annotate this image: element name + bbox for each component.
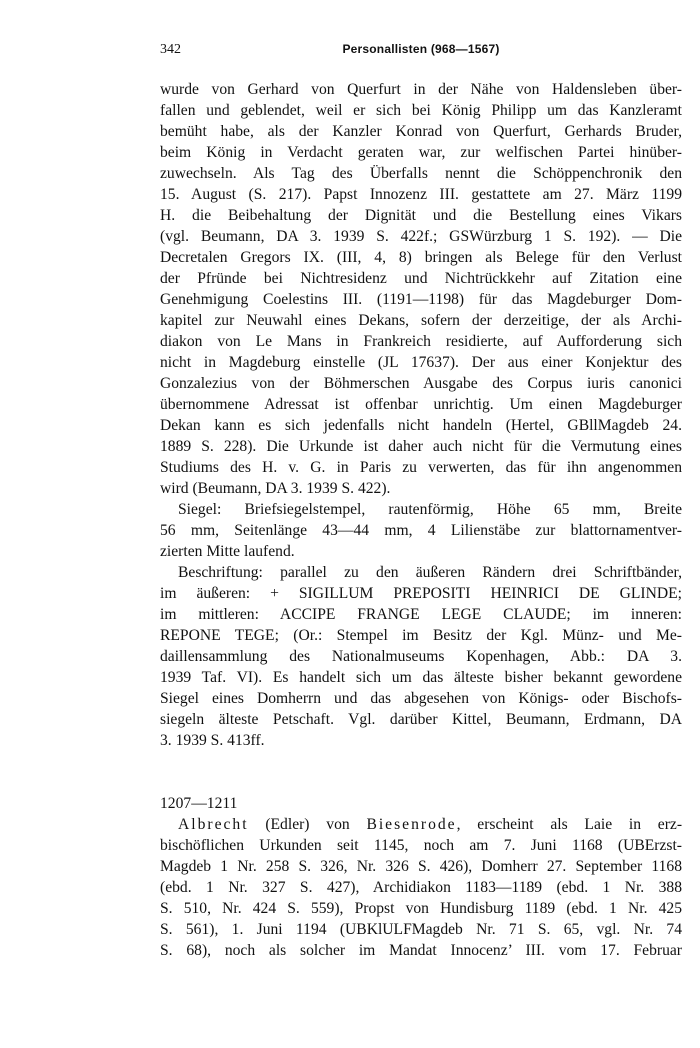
text-line: fallen und geblendet, weil er sich bei König Philipp um das Kanzleramt — [160, 102, 682, 119]
text-line: bemüht habe, als der Kanzler Konrad von Querfurt, Gerhards Bruder, — [160, 123, 682, 140]
inscription-paragraph — [160, 562, 682, 751]
body-text — [160, 79, 682, 961]
text-line: REPONE TEGE; (Or.: Stempel im Besitz der Kgl. Münz- und Me- — [160, 627, 682, 644]
text-line: Studiums des H. v. G. in Paris zu verwerten, das für ihn angenommen — [160, 459, 682, 476]
running-head — [160, 42, 682, 64]
entry-heading-line — [160, 814, 682, 835]
heading-line-rest: , erscheint als Laie in erz- — [456, 816, 683, 833]
text-line: im mittleren: ACCIPE FRANGE LEGE CLAUDE; im inneren: — [160, 606, 682, 623]
text-line: Beschriftung: parallel zu den äußeren Rändern drei Schriftbänder, — [178, 564, 682, 581]
text-line: H. die Beibehaltung der Dignität und die Bestellung eines Vikars — [160, 207, 682, 224]
text-line: Dekan kann es sich jedenfalls nicht handeln (Hertel, GBllMagdeb 24. — [160, 417, 682, 434]
header-title: Personallisten (968—1567) — [342, 42, 500, 56]
entry-paragraph — [160, 79, 682, 499]
text-line: siegeln älteste Petschaft. Vgl. darüber Kittel, Beumann, Erdmann, DA — [160, 711, 682, 728]
section-gap — [160, 751, 682, 793]
text-line: 1889 S. 228). Die Urkunde ist daher auch nicht für die Vermutung eines — [160, 438, 682, 455]
text-line: Gonzalezius von der Böhmerschen Ausgabe des Corpus iuris canonici — [160, 375, 682, 392]
text-line: Magdeb 1 Nr. 258 S. 326, Nr. 326 S. 426), Domherr 27. September 1168 — [160, 858, 682, 875]
text-line: zuwechseln. Als Tag des Überfalls nennt die Schöppenchronik den — [160, 165, 682, 182]
text-line: nicht in Magdeburg einstelle (JL 17637). Der aus einer Konjektur des — [160, 354, 682, 371]
text-line: 1939 Taf. VI). Es handelt sich um das älteste bisher bekannt gewordene — [160, 669, 682, 686]
person-title: (Edler) von — [265, 816, 350, 833]
next-entry — [160, 793, 682, 961]
text-line: daillensammlung des Nationalmuseums Kopenhagen, Abb.: DA 3. — [160, 648, 682, 665]
text-line: Siegel eines Domherrn und das abgesehen von Königs- oder Bischofs- — [160, 690, 682, 707]
person-name: Albrecht — [178, 816, 249, 833]
text-line: Decretalen Gregors IX. (III, 4, 8) bringen als Belege für den Verlust — [160, 249, 682, 266]
text-line: der Pfründe bei Nichtresidenz und Nichtrückkehr auf Zitation eine — [160, 270, 682, 287]
entry-years: 1207—1211 — [160, 795, 238, 812]
text-line: 15. August (S. 217). Papst Innozenz III. gestattete am 27. März 1199 — [160, 186, 682, 203]
text-line: kapitel zur Neuwahl eines Dekans, sofern der derzeitige, der als Archi- — [160, 312, 682, 329]
text-line: übernommene Adressat ist offenbar unrichtig. Um einen Magdeburger — [160, 396, 682, 413]
text-line: S. 510, Nr. 424 S. 559), Propst von Hundisburg 1189 (ebd. 1 Nr. 425 — [160, 900, 682, 917]
text-line: Genehmigung Coelestins III. (1191—1198) für das Magdeburger Dom- — [160, 291, 682, 308]
seal-paragraph — [160, 499, 682, 562]
text-line: zierten Mitte laufend. — [160, 543, 295, 560]
text-line: wurde von Gerhard von Querfurt in der Nähe von Haldensleben über- — [160, 81, 682, 98]
text-line: 56 mm, Seitenlänge 43—44 mm, 4 Lilienstäbe zur blattornamentver- — [160, 522, 682, 539]
page-number: 342 — [160, 42, 181, 57]
text-line: S. 561), 1. Juni 1194 (UBKlULFMagdeb Nr. 71 S. 65, vgl. Nr. 74 — [160, 921, 682, 938]
text-line: (vgl. Beumann, DA 3. 1939 S. 422f.; GSWürzburg 1 S. 192). — Die — [160, 228, 682, 245]
text-line: Siegel: Briefsiegelstempel, rautenförmig, Höhe 65 mm, Breite — [178, 501, 682, 518]
text-line: 3. 1939 S. 413ff. — [160, 732, 265, 749]
text-line: wird (Beumann, DA 3. 1939 S. 422). — [160, 480, 391, 497]
text-line: im äußeren: + SIGILLUM PREPOSITI HEINRICI DE GLINDE; — [160, 585, 682, 602]
text-line: beim König in Verdacht geraten war, zur welfischen Partei hinüber- — [160, 144, 682, 161]
text-line: diakon von Le Mans in Frankreich residierte, auf Aufforderung sich — [160, 333, 682, 350]
text-line: bischöflichen Urkunden seit 1145, noch am 7. Juni 1168 (UBErzst- — [160, 837, 682, 854]
person-place: Biesenrode — [366, 816, 457, 833]
text-line: (ebd. 1 Nr. 327 S. 427), Archidiakon 1183—1189 (ebd. 1 Nr. 388 — [160, 879, 682, 896]
text-line: S. 68), noch als solcher im Mandat Innocenz’ III. vom 17. Februar — [160, 942, 682, 959]
